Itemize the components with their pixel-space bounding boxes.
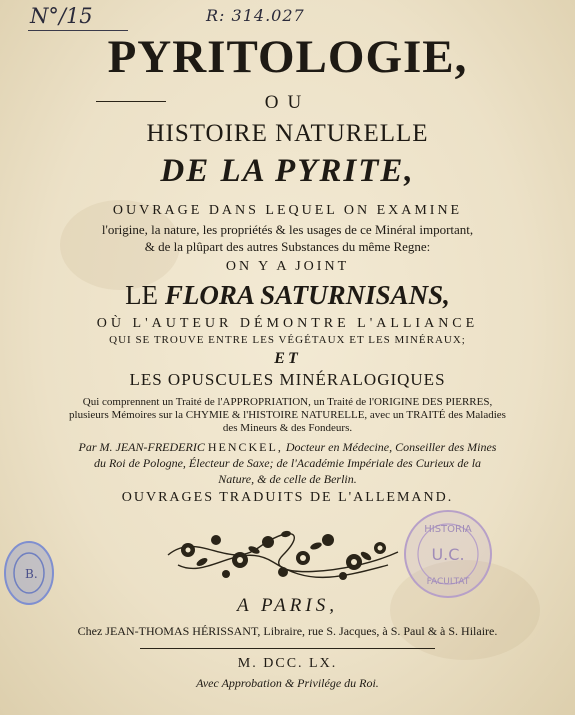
trouve-line: QUI SE TROUVE ENTRE LES VÉGÉTAUX ET LES MINÉRAUX; (109, 334, 466, 346)
imprint-printer: Chez JEAN-THOMAS HÉRISSANT, Libraire, rue S. Jacques, à S. Paul & à S. Hilaire. (77, 624, 498, 638)
author-name: HENCKEL, (207, 440, 283, 454)
floral-ornament-icon (158, 510, 408, 590)
stamp-text-bottom: FACULTAT (426, 577, 470, 587)
floral-vignette (158, 510, 408, 590)
author-line-3: Nature, & de celle de Berlin. (218, 472, 357, 486)
main-title: PYRITOLOGIE, (107, 31, 468, 83)
on-y-a-joint: ON Y A JOINT (225, 259, 350, 274)
library-stamp-right (402, 508, 494, 600)
imprint-rule (140, 648, 435, 649)
auteur-line: OÙ L'AUTEUR DÉMONTRE L'ALLIANCE (96, 316, 479, 331)
subtitle-histoire: HISTOIRE NATURELLE (146, 120, 429, 147)
translated-line: OUVRAGES TRADUITS DE L'ALLEMAND. (121, 490, 454, 505)
opuscules-line-1: Qui comprennent un Traité de l'APPROPRIATION, un Traité de l'ORIGINE DES PIERRES, (82, 396, 493, 408)
description-line-2: & de la plûpart des autres Substances du même Regne: (144, 239, 431, 254)
opuscules-line-2: plusieurs Mémoires sur la CHYMIE & l'HISTOIRE NATURELLE, avec un TRAITÉ des Maladies (69, 409, 506, 421)
imprint-year: M. DCC. LX. (237, 656, 338, 671)
flora-le: LE (125, 280, 159, 310)
opuscules-title: LES OPUSCULES MINÉRALOGIQUES (129, 370, 446, 389)
stamp-letter: B. (25, 567, 38, 581)
author-line-1 (0, 440, 575, 455)
stamp-text-center: U.C. (431, 545, 465, 564)
handwritten-reference: R: 314.027 (206, 6, 305, 25)
flora-title (0, 280, 575, 311)
stamp-seal-icon (402, 508, 494, 600)
author-titles: Docteur en Médecine, Conseiller des Mines (285, 440, 497, 454)
author-prefix: Par M. JEAN-FREDERIC (78, 440, 205, 454)
imprint-city: A PARIS, (237, 595, 338, 616)
opuscules-line-3: des Mineurs & des Fondeurs. (222, 422, 353, 434)
stamp-text-top: HISTORIA (424, 524, 472, 535)
handwritten-shelfmark: N°/15 (30, 4, 93, 28)
subtitle-de-la-pyrite: DE LA PYRITE, (160, 153, 415, 189)
imprint-privilege: Avec Approbation & Privilége du Roi. (196, 676, 379, 690)
description-line-1: l'origine, la nature, les propriétés & les usages de ce Minéral important, (101, 222, 474, 237)
author-line-2: du Roi de Pologne, Électeur de Saxe; de l'Académie Impériale des Curieux de la (93, 456, 482, 470)
et-line: ET (274, 350, 301, 367)
flora-name: FLORA SATURNISANS, (164, 280, 450, 310)
title-ou: OU (264, 92, 311, 113)
ouvrage-line: OUVRAGE DANS LEQUEL ON EXAMINE (112, 203, 463, 218)
